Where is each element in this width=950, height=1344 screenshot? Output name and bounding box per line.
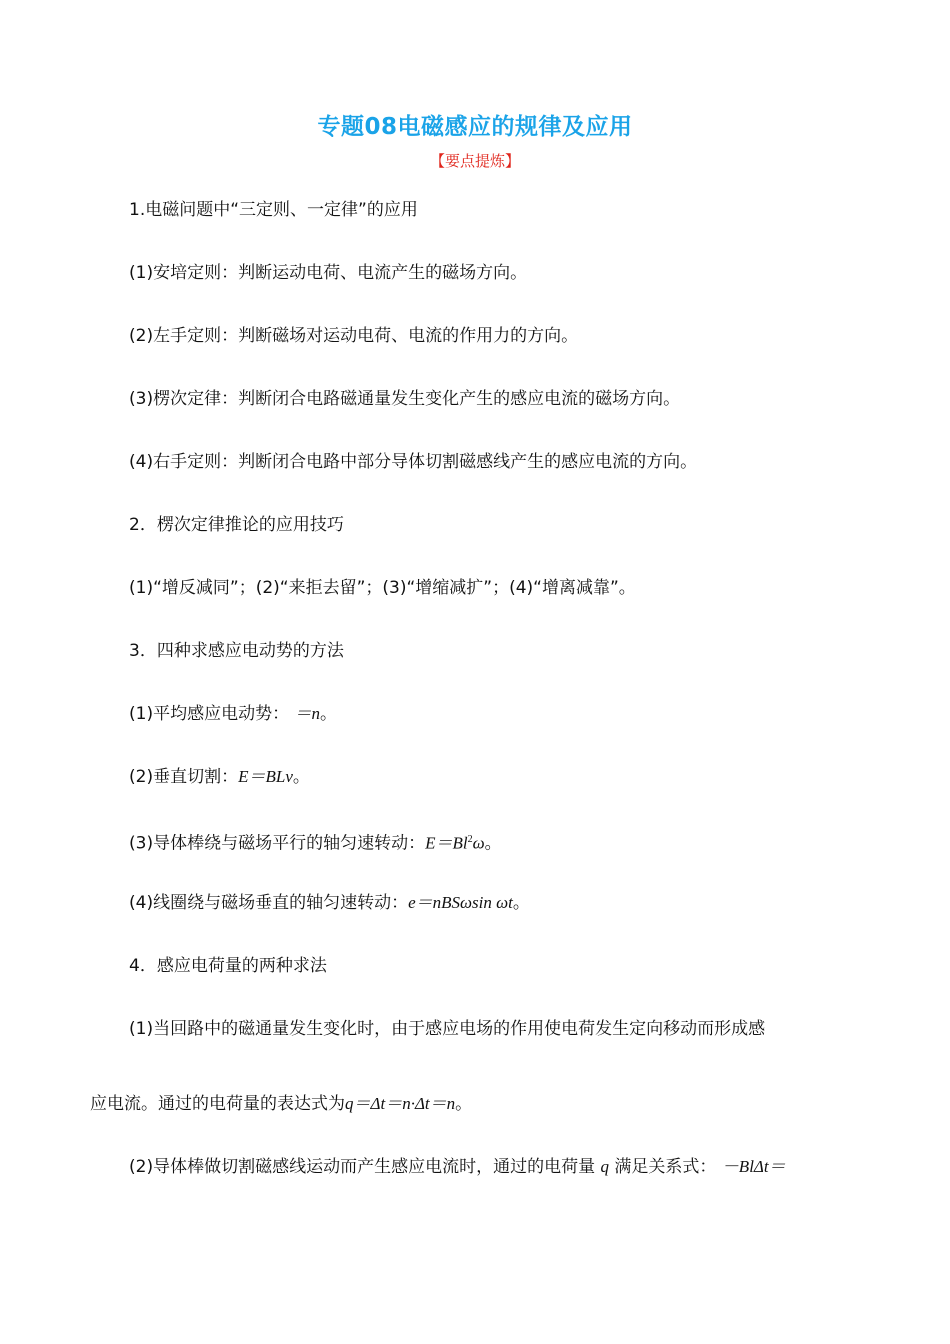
formula: ＝n (294, 704, 320, 723)
formula: E＝Bl (425, 833, 468, 853)
section-3-heading: 3．四种求感应电动势的方法 (129, 641, 344, 661)
rule-left-hand: (2)左手定则：判断磁场对运动电荷、电流的作用力的方向。 (129, 326, 579, 346)
charge-symbol: q (600, 1157, 609, 1176)
method-average-emf (129, 702, 337, 726)
section-subtitle: 【要点提炼】 (429, 152, 520, 170)
charge-method-1-line1: (1)当回路中的磁通量发生变化时，由于感应电场的作用使电荷发生定向移动而形成感 (129, 1019, 766, 1039)
rule-lenz: (3)楞次定律：判断闭合电路磁通量发生变化产生的感应电流的磁场方向。 (129, 389, 681, 409)
method-coil-rotation (129, 891, 530, 915)
section-1-heading: 1.电磁问题中“三定则、一定律”的应用 (129, 200, 418, 220)
method-perpendicular-cut (129, 765, 310, 789)
section-2-heading: 2．楞次定律推论的应用技巧 (129, 515, 344, 535)
period: 。 (292, 767, 310, 787)
method-label: (3)导体棒绕与磁场平行的轴匀速转动： (129, 833, 426, 854)
period: 。 (455, 1094, 473, 1114)
formula: e＝nBSωsin ωt (408, 893, 513, 912)
rule-right-hand: (4)右手定则：判断闭合电路中部分导体切割磁感线产生的感应电流的方向。 (129, 452, 698, 472)
lenz-corollaries: (1)“增反减同”；(2)“来拒去留”；(3)“增缩减扩”；(4)“增离减靠”。 (129, 578, 636, 598)
method-label: (4)线圈绕与磁场垂直的轴匀速转动： (129, 893, 409, 913)
method-label: (1)平均感应电动势： (129, 704, 290, 724)
charge-method-2 (129, 1155, 786, 1179)
period: 。 (484, 833, 502, 854)
exponent: 2 (467, 834, 473, 845)
page-title: 专题08电磁感应的规律及应用 (317, 114, 633, 140)
method-rod-rotation (129, 828, 502, 856)
rule-ampere: (1)安培定则：判断运动电荷、电流产生的磁场方向。 (129, 263, 528, 283)
charge-method-1-line2 (90, 1092, 472, 1116)
method-label: (2)垂直切割： (129, 767, 239, 787)
formula: E＝BLv (238, 767, 293, 786)
omega: ω (472, 833, 485, 853)
text: (2)导体棒做切割磁感线运动而产生感应电流时，通过的电荷量 (129, 1157, 596, 1177)
text: 应电流。通过的电荷量的表达式为 (90, 1094, 345, 1114)
section-4-heading: 4．感应电荷量的两种求法 (129, 956, 327, 976)
text: 满足关系式： (614, 1157, 717, 1177)
formula: －BlΔt＝ (721, 1157, 786, 1176)
formula: q＝Δt＝n·Δt＝n (345, 1094, 456, 1113)
period: 。 (320, 704, 337, 724)
period: 。 (512, 893, 530, 913)
